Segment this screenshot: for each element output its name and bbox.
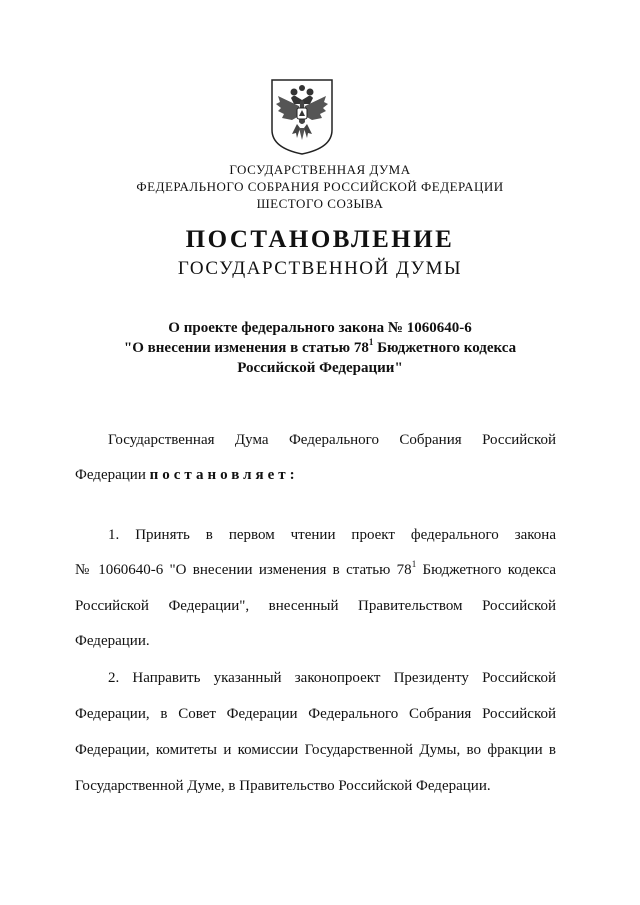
preamble-line-1: Государственная Дума Федерального Собрания Российской: [108, 432, 556, 448]
header-line-1: ГОСУДАРСТВЕННАЯ ДУМА: [229, 162, 411, 177]
item1-line-4: Федерации.: [75, 633, 150, 649]
item2-line-2: Федерации, в Совет Федерации Федерального Собрания Российской: [75, 706, 556, 722]
document-subtitle: ГОСУДАРСТВЕННОЙ ДУМЫ: [177, 258, 463, 279]
header-line-3: ШЕСТОГО СОЗЫВА: [256, 196, 384, 211]
subject-line-2: "О внесении изменения в статью $78^1$ Бюджетного кодекса: [123, 337, 517, 356]
item2-line-1: 2. Направить указанный законопроект Президенту Российской: [108, 670, 556, 686]
document-title: ПОСТАНОВЛЕНИЕ: [185, 226, 455, 253]
item2-line-3: Федерации, комитеты и комиссии Государственной Думы, во фракции в: [75, 742, 556, 758]
subject-line-3: Российской Федерации": [237, 360, 403, 376]
item1-line-3: Российской Федерации", внесенный Правительством Российской: [75, 598, 556, 614]
russian-coat-of-arms-icon: [270, 78, 334, 156]
item2-line-4: Государственной Думе, в Правительство Российской Федерации.: [75, 778, 491, 794]
preamble-line-2: Федерации постановляет:: [75, 467, 299, 483]
resolves-keyword: постановляет:: [149, 467, 299, 483]
header-line-2: ФЕДЕРАЛЬНОГО СОБРАНИЯ РОССИЙСКОЙ ФЕДЕРАЦИИ: [136, 179, 504, 194]
subject-line-1: О проекте федерального закона № 1060640-6: [168, 320, 472, 336]
item1-line-1: 1. Принять в первом чтении проект федерального закона: [108, 527, 556, 543]
item1-line-2: № 1060640-6 "О внесении изменения в статью $78^1$ Бюджетного кодекса: [75, 559, 556, 578]
